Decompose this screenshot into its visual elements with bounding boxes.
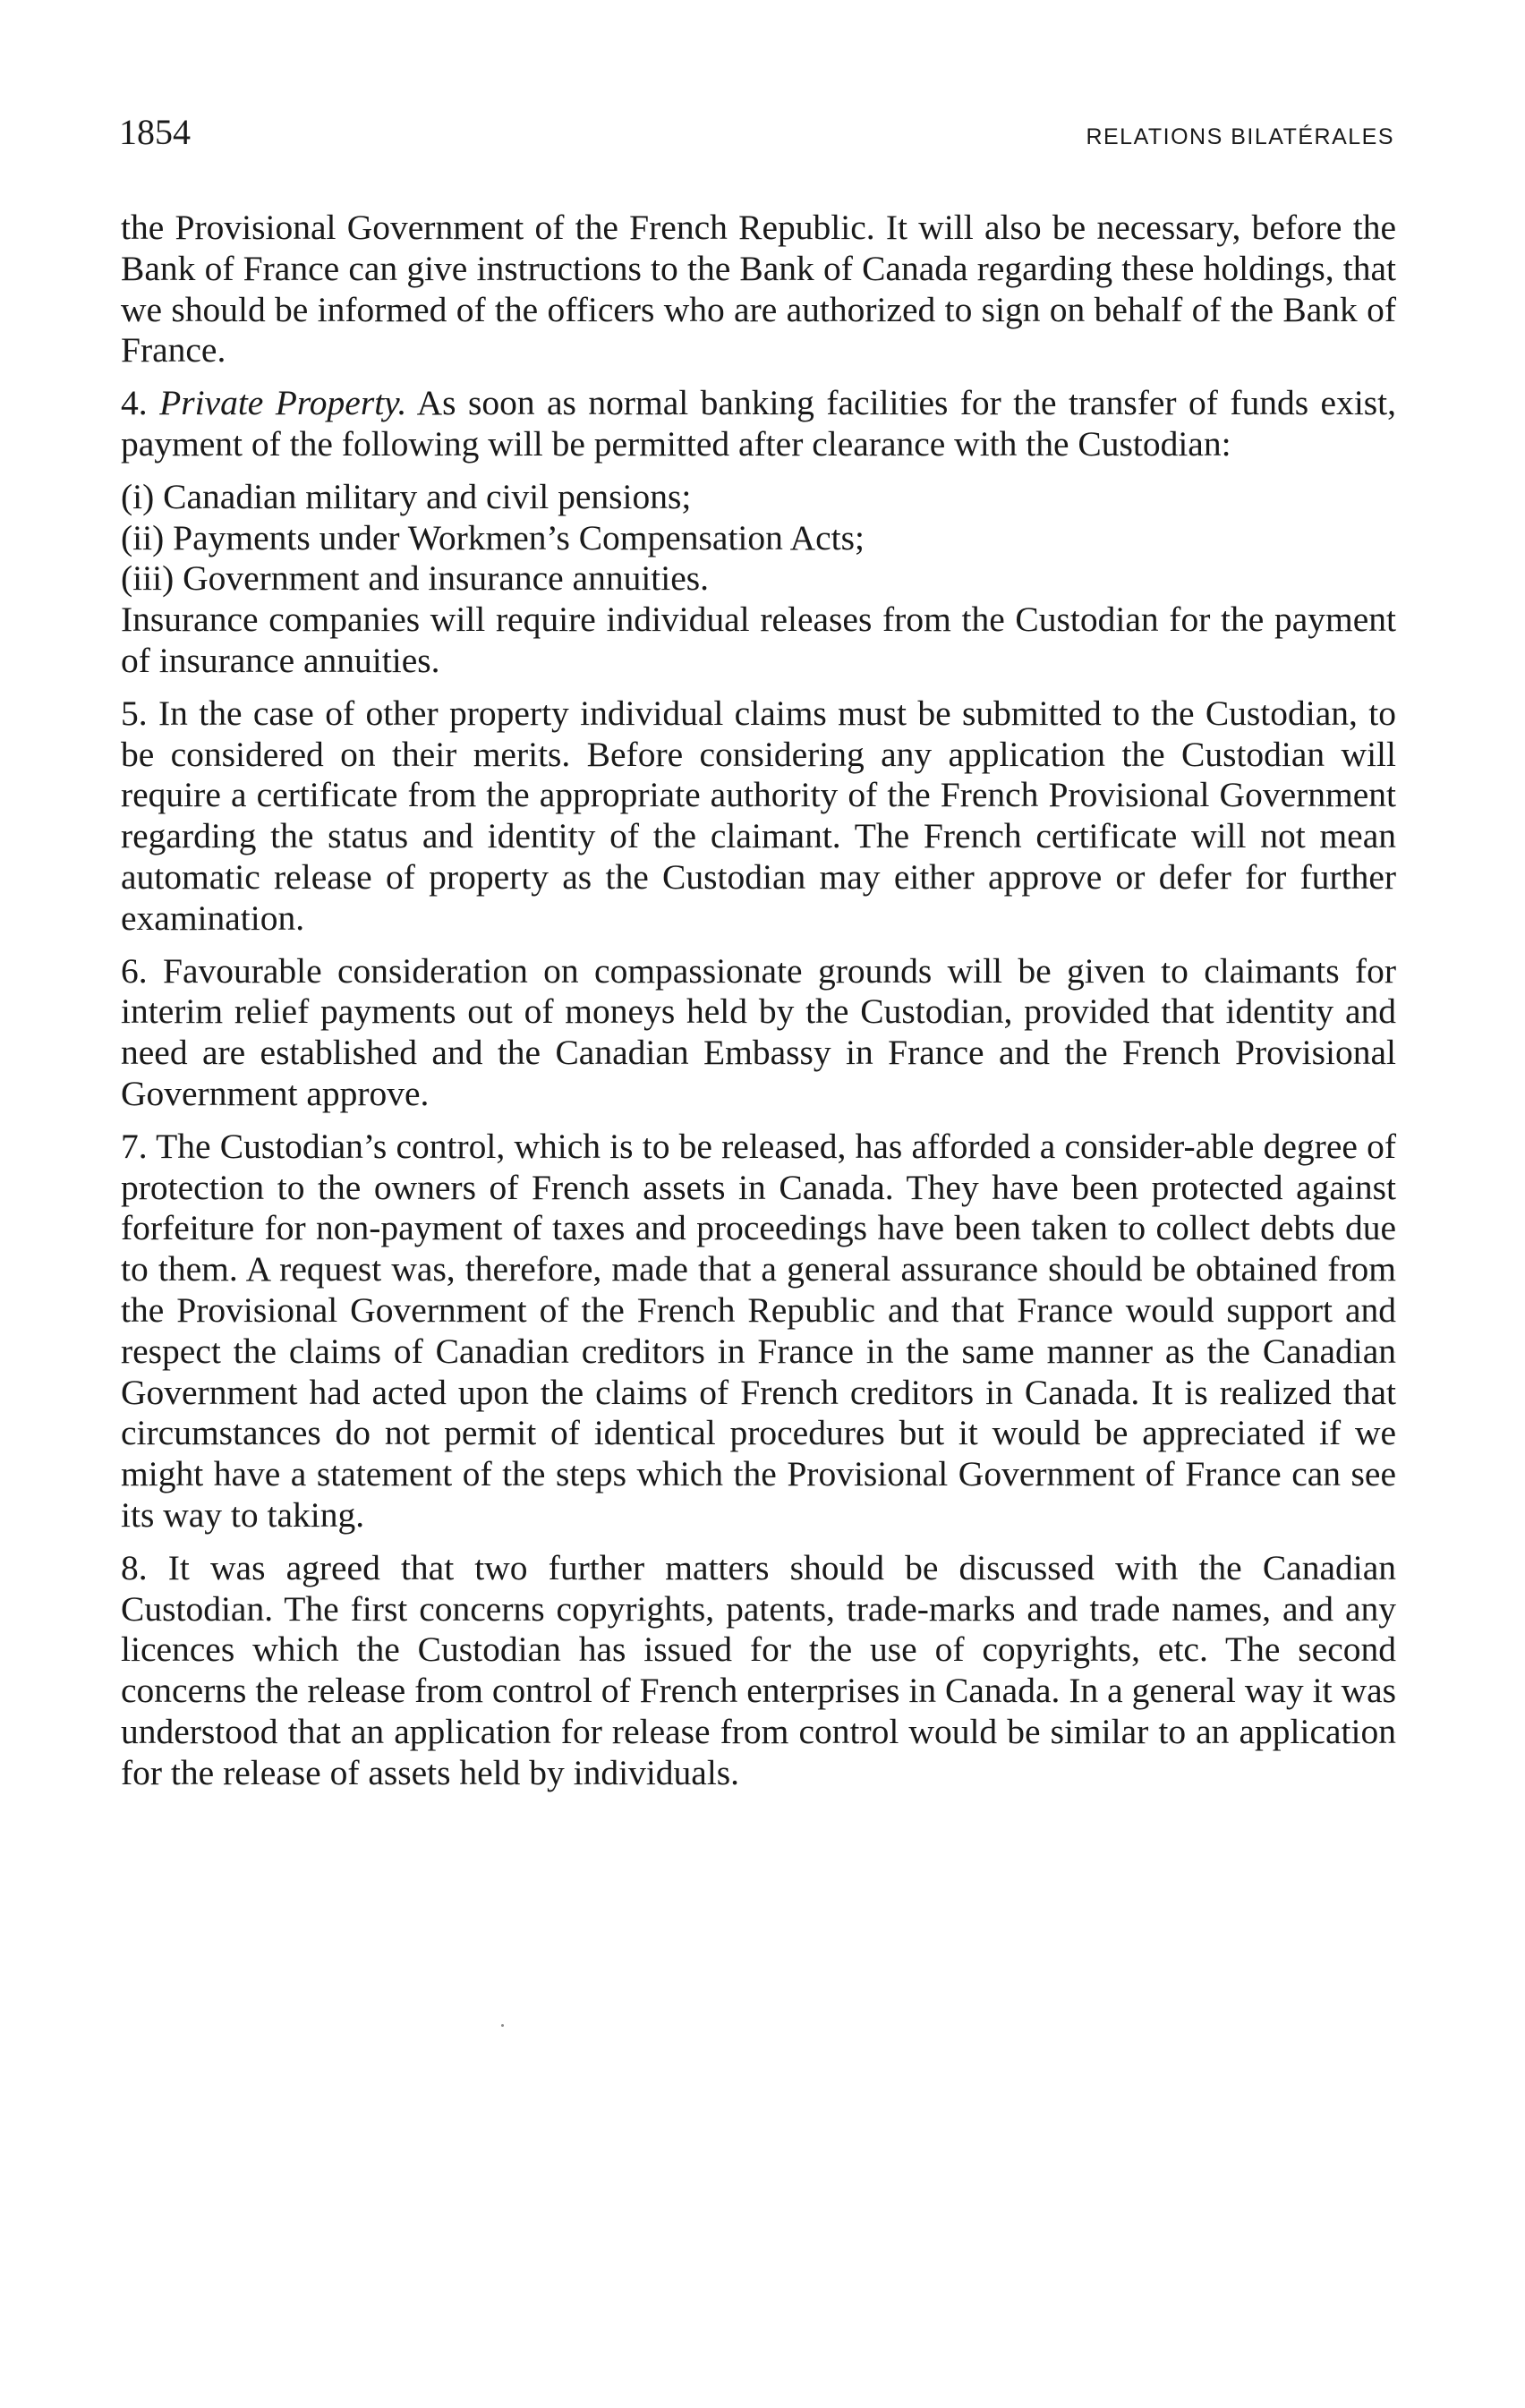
paragraph-7: 7. The Custodian’s control, which is to be released, has afforded a consider-able degree of protection to the owners of French assets in Canada. They have been protected against forfeiture for non-payment of taxes and proceedings have been taken to collect debts due to them. A request was, therefore, made that a general assurance should be obtained from the Provisional Government of the French Republic and that France would support and respect the claims of Canadian creditors in France in the same manner as the Canadian Government had acted upon the claims of French creditors in Canada. It is realized that circumstances do not permit of identical procedures but it would be appreciated if we might have a statement of the steps which the Provisional Government of France can see its way to taking. bbox=[121, 1126, 1396, 1535]
page-number: 1854 bbox=[119, 112, 191, 152]
paragraph-4 bbox=[121, 383, 1396, 465]
list-item-ii: (ii) Payments under Workmen’s Compensation Acts; bbox=[121, 517, 865, 557]
paragraph-continuation: the Provisional Government of the French Republic. It will also be necessary, before the Bank of France can give instructions to the Bank of Canada regarding these holdings, that we should be informed of the officers who are authorized to sign on behalf of the Bank of France. bbox=[121, 208, 1396, 370]
paragraph-8: 8. It was agreed that two further matters should be discussed with the Canadian Custodian. The first concerns copyrights, patents, trade-marks and trade names, and any licences which the Custodian has issued for the use of copyrights, etc. The second concerns the release from control of French enterprises in Canada. In a general way it was understood that an application for release from control would be similar to an application for the release of assets held by individuals. bbox=[121, 1547, 1396, 1792]
body-text bbox=[121, 208, 1396, 1793]
paragraph-4-after-list: Insurance companies will require individual releases from the Custodian for the payment of insurance annuities. bbox=[121, 600, 1396, 680]
paragraph-6: 6. Favourable consideration on compassionate grounds will be given to claimants for interim relief payments out of moneys held by the Custodian, provided that identity and need are established and the Canadian Embassy in France and the French Provisional Government approve. bbox=[121, 950, 1396, 1113]
list-item-i: (i) Canadian military and civil pensions; bbox=[121, 476, 692, 516]
section-title: RELATIONS BILATÉRALES bbox=[1086, 124, 1394, 149]
running-header bbox=[119, 106, 1394, 159]
paragraph-4-text: As soon as normal banking facilities for the transfer of funds exist, payment of the following will be permitted after clearance with the Custodian: bbox=[121, 383, 1397, 464]
paragraph-4-heading: Private Property. bbox=[159, 383, 407, 423]
paragraph-4-number: 4. bbox=[121, 383, 148, 423]
list-item-iii: (iii) Government and insurance annuities. bbox=[121, 558, 710, 599]
scan-speck bbox=[501, 2024, 504, 2027]
paragraph-5: 5. In the case of other property individual claims must be submitted to the Custodian, to be considered on their merits. Before considering any application the Custodian will require a certificate from the appropriate authority of the French Provisional Government regarding the status and identity of the claimant. The French certificate will not mean automatic release of property as the Custodian may either approve or defer for further examination. bbox=[121, 693, 1396, 938]
